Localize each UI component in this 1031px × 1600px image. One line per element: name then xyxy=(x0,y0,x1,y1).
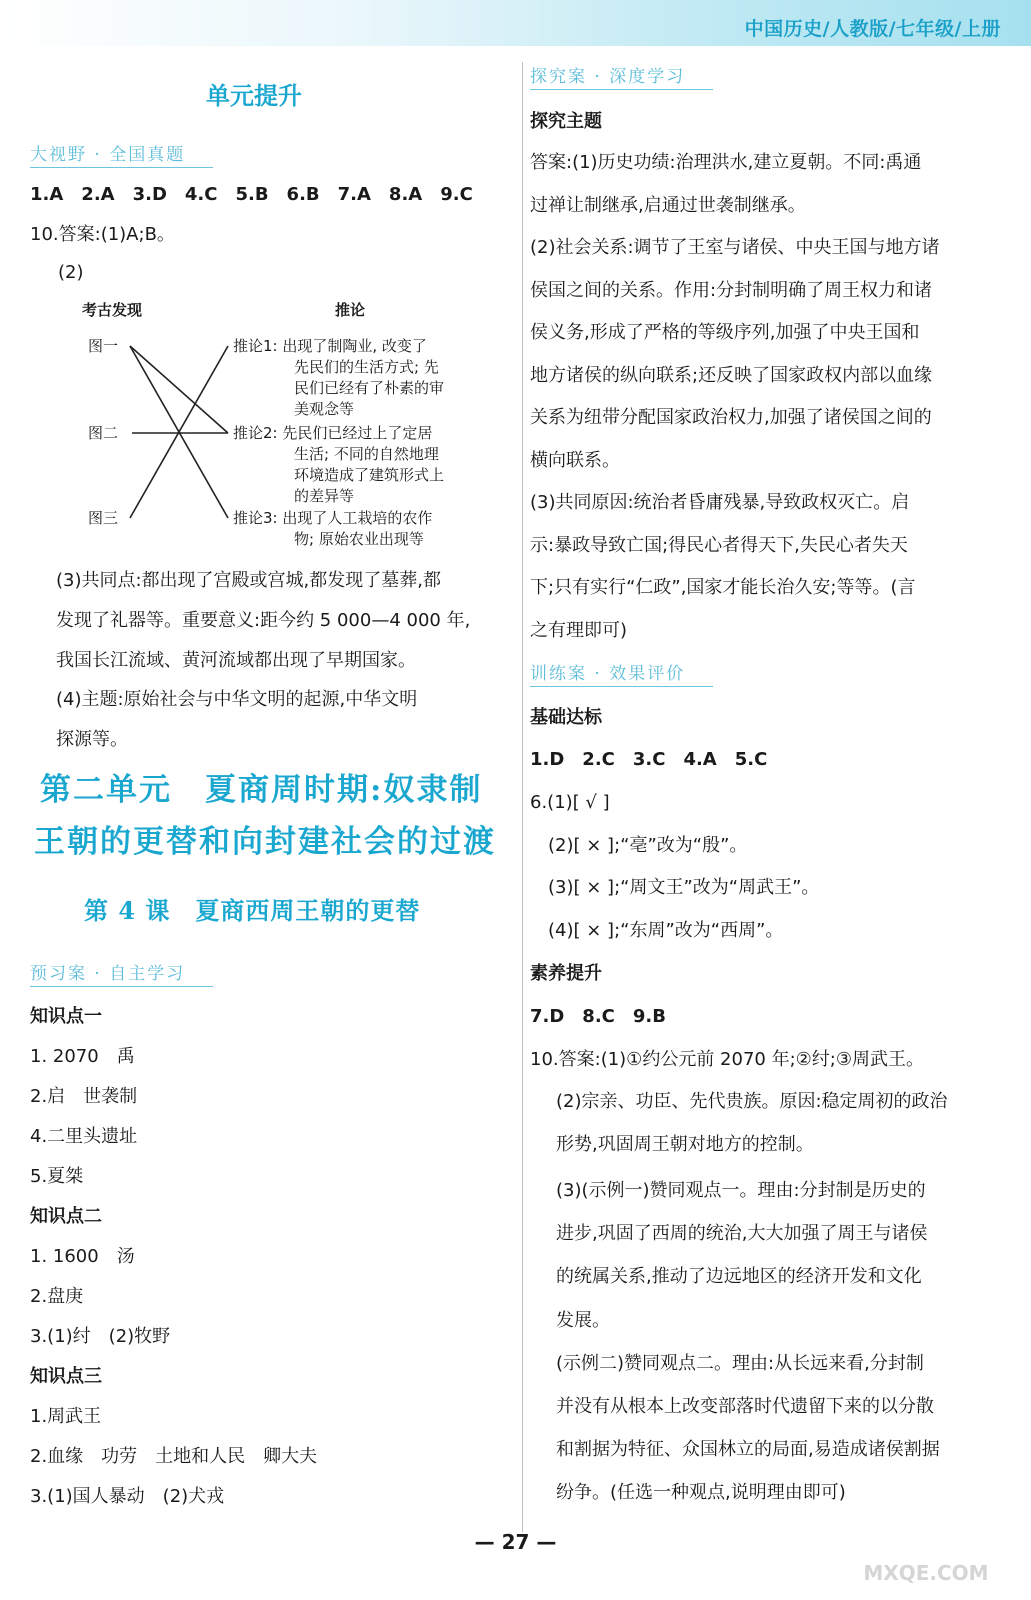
kp3-item2: 2.血缘 功劳 土地和人民 卿大夫 xyxy=(30,1446,318,1467)
q10-3-line1: (3)共同点:都出现了宫殿或宫城,都发现了墓葬,都 xyxy=(56,570,442,591)
r10-3-line2: 进步,巩固了西周的统治,大大加强了周王与诸侯 xyxy=(556,1223,928,1244)
explore-ans2-line3: 侯义务,形成了严格的等级序列,加强了中央王国和 xyxy=(530,322,920,343)
literacy-answers: 7.D 8.C 9.B xyxy=(530,1006,666,1027)
kp1-item2: 2.启 世袭制 xyxy=(30,1086,138,1107)
explore-ans2-line6: 横向联系。 xyxy=(530,450,620,471)
page-number: — 27 — xyxy=(474,1530,557,1554)
diagram-left-header: 考古发现 xyxy=(82,301,143,319)
basic-heading: 基础达标 xyxy=(530,707,602,728)
q6-part3: (3)[ × ];“周文王”改为“周武王”。 xyxy=(548,877,820,898)
watermark-logo xyxy=(841,1520,1011,1590)
q10-3-line2: 发现了礼器等。重要意义:距今约 5 000—4 000 年, xyxy=(56,610,471,631)
inference-2-line1: 推论2: 先民们已经过上了定居 xyxy=(233,424,433,442)
section-header-national-exam: 大视野 · 全国真题 xyxy=(30,145,186,165)
figure-3-label: 图三 xyxy=(88,509,119,527)
explore-ans3-line2: 示:暴政导致亡国;得民心者得天下,失民心者失天 xyxy=(530,535,908,556)
inference-2-line3: 环境造成了建筑形式上 xyxy=(294,466,445,484)
q6-part4: (4)[ × ];“东周”改为“西周”。 xyxy=(548,920,784,941)
explore-ans2-line5: 关系为纽带分配国家政治权力,加强了诸侯国之间的 xyxy=(530,407,932,428)
kp1-item1: 1. 2070 禹 xyxy=(30,1046,135,1067)
r10-4-line3: 和割据为特征、众国林立的局面,易造成诸侯割据 xyxy=(556,1439,940,1460)
inference-1-line3: 民们已经有了朴素的审 xyxy=(294,379,445,397)
book-header-title: 中国历史/人教版/七年级/上册 xyxy=(744,18,1001,40)
section-header-training: 训练案 · 效果评价 xyxy=(530,664,686,684)
r10-part1: 10.答案:(1)①约公元前 2070 年;②纣;③周武王。 xyxy=(530,1049,924,1070)
matching-diagram xyxy=(30,290,510,560)
q10-4-line2: 探源等。 xyxy=(56,729,128,750)
r10-3-line1: (3)(示例一)赞同观点一。理由:分封制是历史的 xyxy=(556,1180,926,1201)
kp2-item3: 3.(1)纣 (2)牧野 xyxy=(30,1326,171,1347)
column-divider xyxy=(522,62,523,1532)
r10-3-line3: 的统属关系,推动了边远地区的经济开发和文化 xyxy=(556,1266,922,1287)
knowledge-point-1: 知识点一 xyxy=(30,1006,102,1027)
kp2-item1: 1. 1600 汤 xyxy=(30,1246,135,1267)
explore-ans2-line2: 侯国之间的关系。作用:分封制明确了周王权力和诸 xyxy=(530,280,933,301)
section-underline xyxy=(30,167,213,168)
inference-2-line4: 的差异等 xyxy=(294,487,355,505)
section-underline xyxy=(30,986,213,987)
explore-ans3-line4: 之有理即可) xyxy=(530,620,628,641)
explore-topic-heading: 探究主题 xyxy=(530,111,602,132)
explore-ans2-line4: 地方诸侯的纵向联系;还反映了国家政权内部以血缘 xyxy=(530,365,933,386)
inference-3-line2: 物; 原始农业出现等 xyxy=(294,530,424,548)
section-underline xyxy=(530,686,713,687)
q6-part1: 6.(1)[ √ ] xyxy=(530,792,610,813)
watermark-text: MXQE.COM xyxy=(863,1561,989,1585)
kp3-item3: 3.(1)国人暴动 (2)犬戎 xyxy=(30,1486,225,1507)
explore-ans1-line1: 答案:(1)历史功绩:治理洪水,建立夏朝。不同:禹通 xyxy=(530,152,922,173)
line-fig1-inf2 xyxy=(130,346,228,433)
figure-2-label: 图二 xyxy=(88,424,119,442)
inference-2-line2: 生活; 不同的自然地理 xyxy=(294,445,439,463)
explore-ans3-line1: (3)共同原因:统治者昏庸残暴,导致政权灭亡。启 xyxy=(530,492,910,513)
q10-part2-label: (2) xyxy=(58,262,84,283)
r10-3-line4: 发展。 xyxy=(556,1310,610,1331)
r10-4-line2: 并没有从根本上改变部落时代遗留下来的以分散 xyxy=(556,1396,934,1417)
answers-1-9: 1.A 2.A 3.D 4.C 5.B 6.B 7.A 8.A 9.C xyxy=(30,184,473,205)
r10-4-line4: 纷争。(任选一种观点,说明理由即可) xyxy=(556,1482,846,1503)
knowledge-point-3: 知识点三 xyxy=(30,1366,102,1387)
knowledge-point-2: 知识点二 xyxy=(30,1206,102,1227)
unit2-title-line2: 王朝的更替和向封建社会的过渡 xyxy=(34,824,496,860)
inference-1-line2: 先民们的生活方式; 先 xyxy=(294,358,439,376)
inference-1-line1: 推论1: 出现了制陶业, 改变了 xyxy=(233,337,427,355)
lesson4-title: 第 4 课 夏商西周王朝的更替 xyxy=(84,896,421,925)
inference-3-line1: 推论3: 出现了人工栽培的农作 xyxy=(233,509,433,527)
r10-2-line2: 形势,巩固周王朝对地方的控制。 xyxy=(556,1134,814,1155)
q10-part1: 10.答案:(1)A;B。 xyxy=(30,224,175,245)
section-underline xyxy=(530,89,713,90)
q10-4-line1: (4)主题:原始社会与中华文明的起源,中华文明 xyxy=(56,689,418,710)
figure-1-label: 图一 xyxy=(88,337,119,355)
kp2-item2: 2.盘庚 xyxy=(30,1286,84,1307)
literacy-heading: 素养提升 xyxy=(530,963,602,984)
explore-ans2-line1: (2)社会关系:调节了王室与诸侯、中央王国与地方诸 xyxy=(530,237,940,258)
watermark-graphic xyxy=(841,1520,1011,1590)
section-header-explore: 探究案 · 深度学习 xyxy=(530,67,686,87)
r10-4-line1: (示例二)赞同观点二。理由:从长远来看,分封制 xyxy=(556,1353,924,1374)
section-header-preview: 预习案 · 自主学习 xyxy=(30,964,186,984)
inference-1-line4: 美观念等 xyxy=(294,400,355,418)
q6-part2: (2)[ × ];“亳”改为“殷”。 xyxy=(548,835,748,856)
kp1-item4: 4.二里头遗址 xyxy=(30,1126,138,1147)
explore-ans3-line3: 下;只有实行“仁政”,国家才能长治久安;等等。(言 xyxy=(530,577,916,598)
explore-ans1-line2: 过禅让制继承,启通过世袭制继承。 xyxy=(530,195,806,216)
unit-upgrade-title: 单元提升 xyxy=(206,81,302,110)
kp3-item1: 1.周武王 xyxy=(30,1406,102,1427)
q10-3-line3: 我国长江流域、黄河流域都出现了早期国家。 xyxy=(56,650,416,671)
basic-answers: 1.D 2.C 3.C 4.A 5.C xyxy=(530,749,768,770)
r10-2-line1: (2)宗亲、功臣、先代贵族。原因:稳定周初的政治 xyxy=(556,1091,948,1112)
kp1-item5: 5.夏桀 xyxy=(30,1166,84,1187)
diagram-right-header: 推论 xyxy=(335,301,366,319)
unit2-title-line1: 第二单元 夏商周时期:奴隶制 xyxy=(40,772,483,808)
